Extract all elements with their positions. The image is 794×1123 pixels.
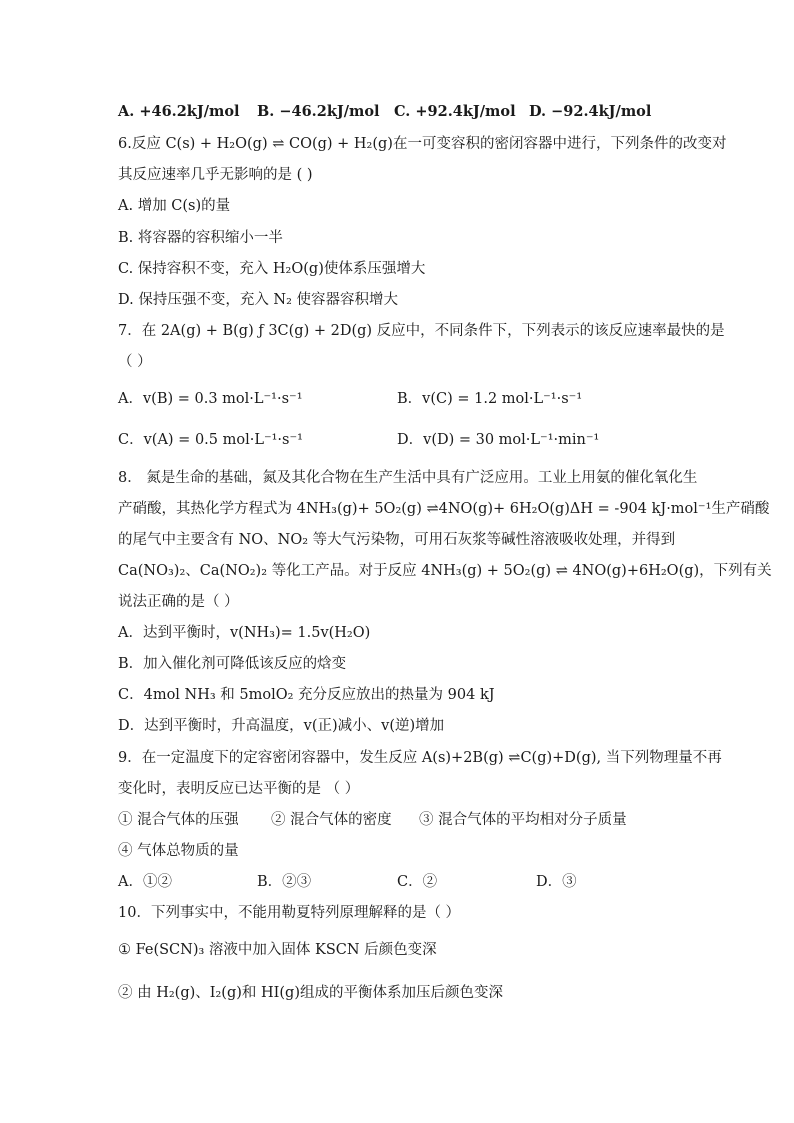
q9-stem-line2: 变化时，表明反应已达平衡的是 （ ）: [118, 781, 360, 797]
q10-item-1: ① Fe(SCN)₃ 溶液中加入固体 KSCN 后颜色变深: [118, 942, 437, 958]
q7-option-a: A．v(B) = 0.3 mol·L⁻¹·s⁻¹: [118, 391, 303, 407]
q9-item-1: ① 混合气体的压强: [118, 812, 239, 828]
q8-stem-line2: 产硝酸，其热化学方程式为 4NH₃(g)+ 5O₂(g) ⇌4NO(g)+ 6H₂O(g)ΔH = -904 kJ·mol⁻¹生产硝酸: [118, 501, 770, 517]
q9-option-b: B．②③: [257, 874, 312, 890]
q8-stem-line4: Ca(NO₃)₂、Ca(NO₂)₂ 等化工产品。对于反应 4NH₃(g) + 5O₂(g) ⇌ 4NO(g)+6H₂O(g)，下列有关: [118, 563, 772, 579]
q7-option-b: B．v(C) = 1.2 mol·L⁻¹·s⁻¹: [397, 391, 583, 407]
q5-option-d: D. −92.4kJ/mol: [529, 103, 652, 120]
q9-option-a: A．①②: [118, 874, 172, 890]
q6-option-c: C. 保持容积不变，充入 H₂O(g)使体系压强增大: [118, 261, 426, 277]
q5-option-b: B. −46.2kJ/mol: [257, 103, 380, 120]
q7-stem-line2: （ ）: [118, 354, 152, 370]
q8-option-a: A．达到平衡时，v(NH₃)= 1.5v(H₂O): [118, 625, 371, 641]
q8-option-c: C．4mol NH₃ 和 5molO₂ 充分反应放出的热量为 904 kJ: [118, 687, 495, 703]
q7-stem-line1: 7．在 2A(g) + B(g) ƒ 3C(g) + 2D(g) 反应中，不同条件下，下列表示的该反应速率最快的是: [118, 323, 725, 339]
q5-option-a: A. +46.2kJ/mol: [118, 103, 240, 120]
q8-stem-line1: 8． 氮是生命的基础，氮及其化合物在生产生活中具有广泛应用。工业上用氨的催化氧化生: [118, 470, 698, 486]
q6-stem-line2: 其反应速率几乎无影响的是 ( ): [118, 167, 313, 183]
q9-option-c: C．②: [397, 874, 438, 890]
q9-option-d: D．③: [536, 874, 577, 890]
q6-option-b: B. 将容器的容积缩小一半: [118, 230, 283, 246]
q5-option-c: C. +92.4kJ/mol: [394, 103, 516, 120]
q7-option-c: C．v(A) = 0.5 mol·L⁻¹·s⁻¹: [118, 432, 303, 448]
q7-option-d: D．v(D) = 30 mol·L⁻¹·min⁻¹: [397, 432, 600, 448]
q9-item-2: ② 混合气体的密度: [271, 812, 392, 828]
q9-item-3: ③ 混合气体的平均相对分子质量: [419, 812, 627, 828]
q6-option-d: D. 保持压强不变，充入 N₂ 使容器容积增大: [118, 292, 399, 308]
q10-stem-line1: 10．下列事实中，不能用勒夏特列原理解释的是（ ）: [118, 905, 461, 921]
q8-option-b: B．加入催化剂可降低该反应的焓变: [118, 656, 347, 672]
q8-stem-line5: 说法正确的是（ ）: [118, 594, 239, 610]
q8-stem-line3: 的尾气中主要含有 NO、NO₂ 等大气污染物，可用石灰浆等碱性溶液吸收处理，并得到: [118, 532, 676, 548]
q8-option-d: D．达到平衡时，升高温度，v(正)减小、v(逆)增加: [118, 718, 445, 734]
q9-stem-line1: 9．在一定温度下的定容密闭容器中，发生反应 A(s)+2B(g) ⇌C(g)+D(g), 当下列物理量不再: [118, 750, 722, 766]
q6-option-a: A. 增加 C(s)的量: [118, 198, 231, 214]
q10-item-2: ② 由 H₂(g)、I₂(g)和 HI(g)组成的平衡体系加压后颜色变深: [118, 985, 503, 1001]
q6-stem-line1: 6.反应 C(s) + H₂O(g) ⇌ CO(g) + H₂(g)在一可变容积的密闭容器中进行，下列条件的改变对: [118, 136, 727, 152]
q9-item-4: ④ 气体总物质的量: [118, 843, 239, 859]
